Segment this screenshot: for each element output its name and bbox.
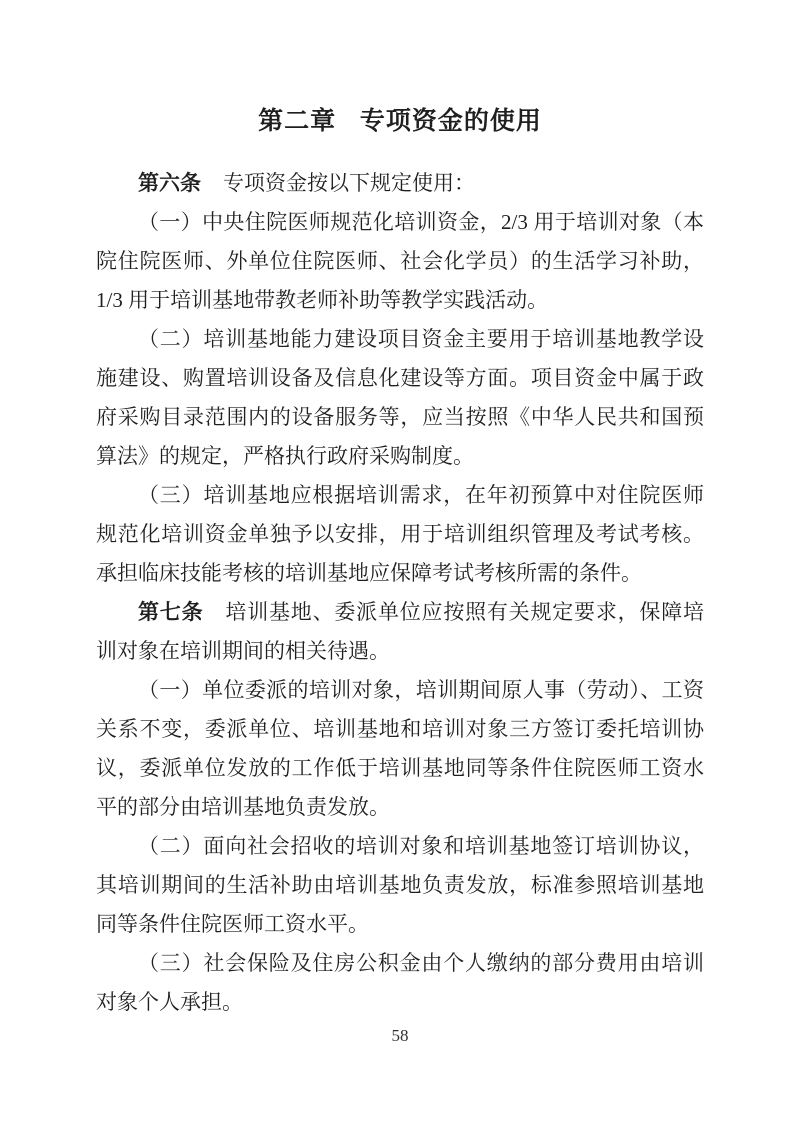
paragraph-article-7	[96, 593, 704, 671]
chapter-number: 第二章	[258, 108, 337, 135]
paragraph-text: （二）培训基地能力建设项目资金主要用于培训基地教学设施建设、购置培训设备及信息化建设等方面。项目资金中属于政府采购目录范围内的设备服务等，应当按照《中华人民共和国预算法》的规定，严格执行政府采购制度。	[96, 327, 704, 468]
page-number: 58	[391, 1026, 409, 1045]
paragraph-item-2b	[96, 827, 704, 944]
paragraph-item-1	[96, 203, 704, 320]
paragraph-item-3	[96, 476, 704, 593]
article-number: 第七条	[138, 600, 204, 624]
paragraph-text: （三）培训基地应根据培训需求，在年初预算中对住院医师规范化培训资金单独予以安排，用于培训组织管理及考试考核。承担临床技能考核的培训基地应保障考试考核所需的条件。	[96, 483, 704, 585]
paragraph-item-2	[96, 320, 704, 476]
paragraph-text: （二）面向社会招收的培训对象和培训基地签订培训协议，其培训期间的生活补助由培训基地负责发放，标准参照培训基地同等条件住院医师工资水平。	[96, 834, 704, 936]
paragraph-text: （一）单位委派的培训对象，培训期间原人事（劳动）、工资关系不变，委派单位、培训基地和培训对象三方签订委托培训协议，委派单位发放的工作低于培训基地同等条件住院医师工资水平的部分由培训基地负责发放。	[96, 678, 704, 819]
paragraph-text: （一）中央住院医师规范化培训资金，2/3 用于培训对象（本院住院医师、外单位住院医师、社会化学员）的生活学习补助，1/3 用于培训基地带教老师补助等教学实践活动。	[96, 210, 704, 312]
chapter-title	[96, 103, 704, 140]
paragraph-text: 专项资金按以下规定使用：	[223, 171, 476, 195]
paragraph-text: 培训基地、委派单位应按照有关规定要求，保障培训对象在培训期间的相关待遇。	[96, 600, 705, 663]
paragraph-item-3b	[96, 944, 704, 1022]
paragraph-article-6	[96, 164, 704, 203]
paragraph-item-1b	[96, 671, 704, 827]
paragraph-text: （三）社会保险及住房公积金由个人缴纳的部分费用由培训对象个人承担。	[96, 951, 704, 1014]
document-body	[96, 164, 704, 1022]
chapter-name: 专项资金的使用	[359, 108, 542, 135]
article-number: 第六条	[138, 171, 201, 195]
